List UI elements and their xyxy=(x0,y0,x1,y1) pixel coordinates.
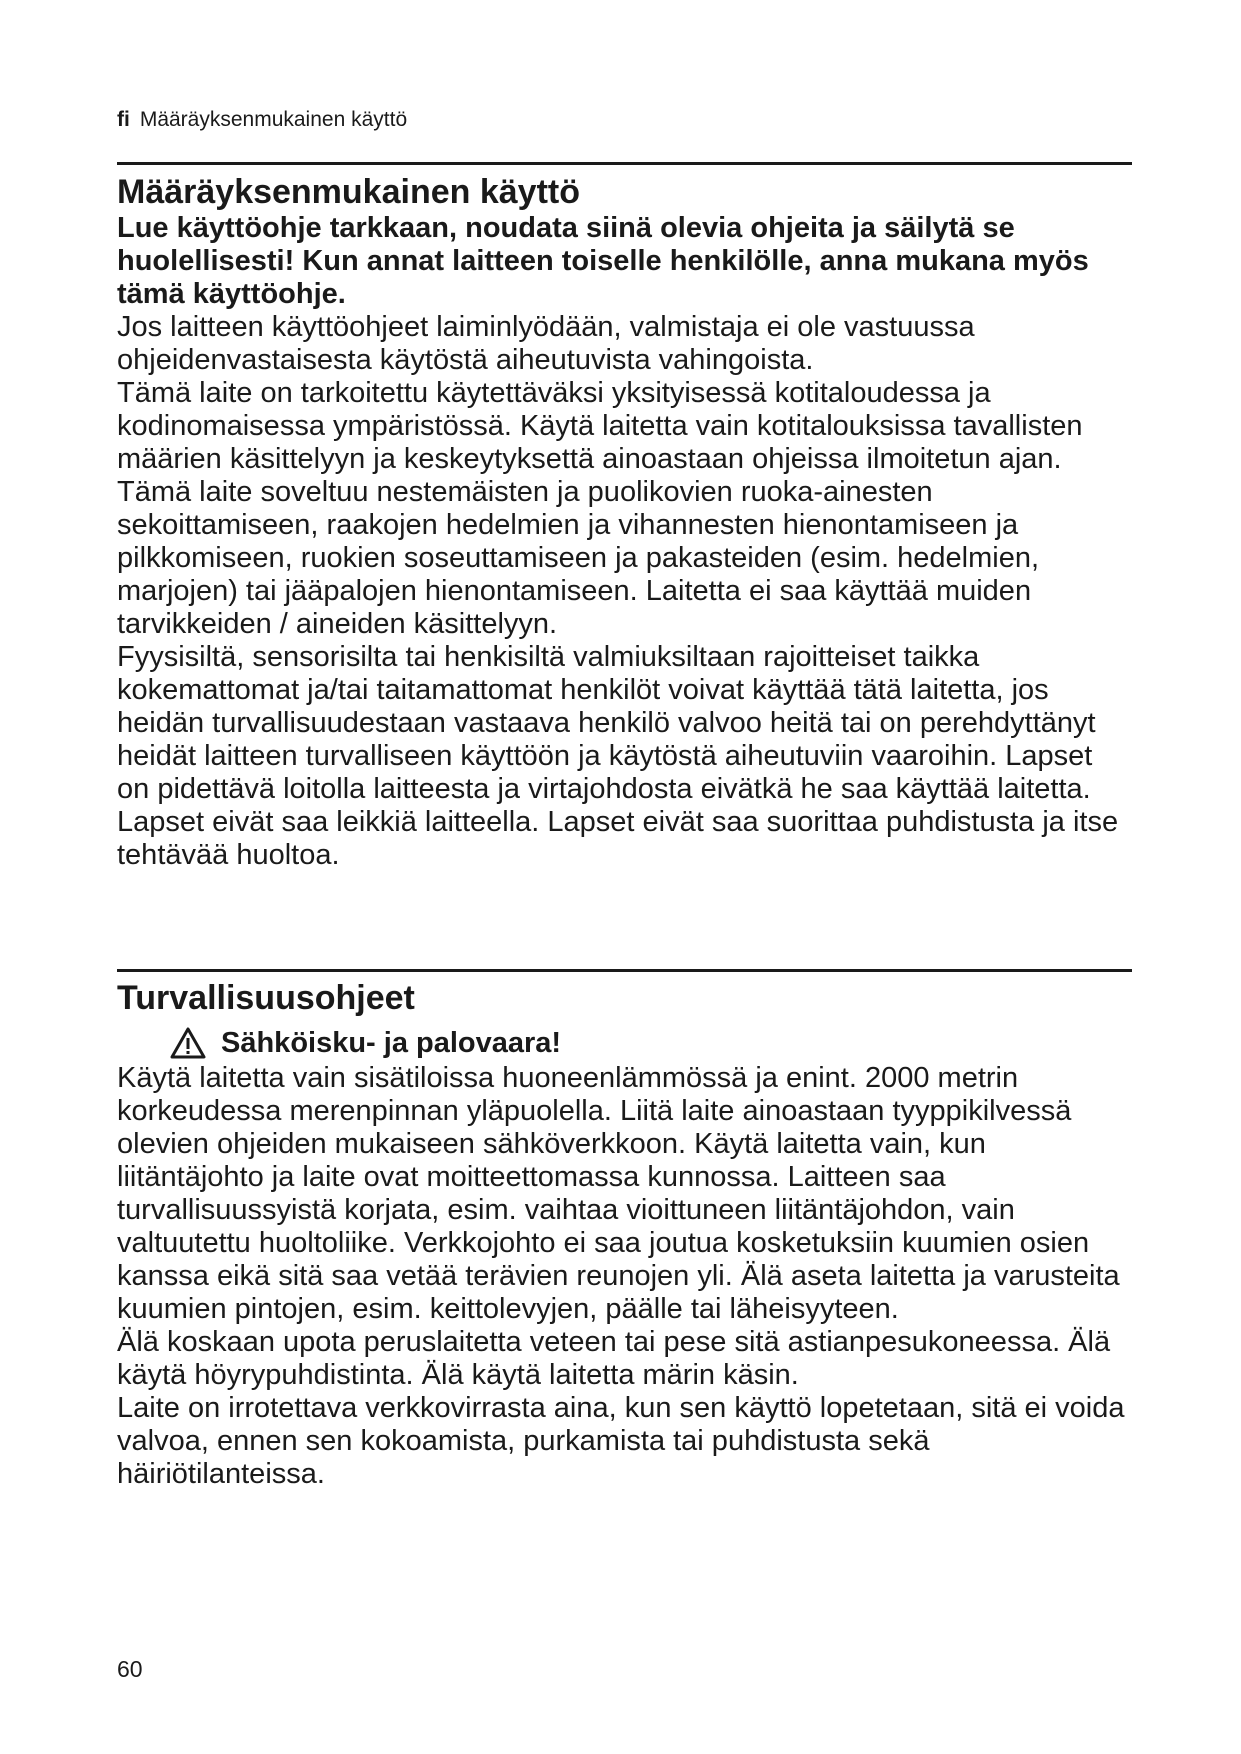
page-number: 60 xyxy=(117,1656,143,1682)
language-code: fi xyxy=(117,108,130,131)
running-header xyxy=(117,107,407,133)
safety-paragraph: Laite on irrotettava verkkovirrasta aina, kun sen käyttö lopetetaan, sitä ei voida valvoa, ennen sen kokoamista, purkamista tai puhdistusta sekä häiriötilanteissa. xyxy=(117,1392,1125,1490)
warning-triangle-icon xyxy=(169,1026,207,1060)
warning-text: Sähköisku- ja palovaara! xyxy=(221,1026,562,1059)
intended-use-section xyxy=(117,172,1132,872)
safety-paragraph: Älä koskaan upota peruslaitetta veteen tai pese sitä astianpesukoneessa. Älä käytä höyrypuhdistinta. Älä käytä laitetta märin käsin. xyxy=(117,1326,1111,1391)
safety-paragraph: Käytä laitetta vain sisätiloissa huoneenlämmössä ja enint. 2000 metrin korkeudessa merenpinnan yläpuolella. Liitä laite ainoastaan tyyppikilvessä olevien ohjeiden mukaiseen sähköverkkoon. Käytä laitetta vain, kun liitäntäjohto ja laite ovat moitteettomassa kunnossa. Laitteen saa turvallisuussyistä korjata, esim. vaihtaa vioittuneen liitäntäjohdon, vain valtuutettu huoltoliike. Verkkojohto ei saa joutua kosketuksiin kuumien osien kanssa eikä sitä saa vetää terävien reunojen yli. Älä aseta laitetta ja varusteita kuumien pintojen, esim. keittolevyjen, päälle tai läheisyyteen. xyxy=(117,1062,1120,1325)
safety-title: Turvallisuusohjeet xyxy=(117,979,415,1017)
warning-heading xyxy=(169,1026,1132,1060)
section-divider-safety xyxy=(117,969,1132,972)
intended-use-paragraph: Fyysisiltä, sensorisilta tai henkisiltä valmiuksiltaan rajoitteiset taikka kokemattomat ja/tai taitamattomat henkilöt voivat käyttää tätä laitetta, jos heidän turvallisuudestaan vastaava henkilö valvoo heitä tai on perehdyttänyt heidät laitteen turvalliseen käyttöön ja käytöstä aiheutuviin vaaroihin. Lapset on pidettävä loitolla laitteesta ja virtajohdosta eivätkä he saa käyttää laitetta. Lapset eivät saa leikkiä laitteella. Lapset eivät saa suorittaa puhdistusta ja itse tehtävää huoltoa. xyxy=(117,641,1119,871)
intended-use-lead: Lue käyttöohje tarkkaan, noudata siinä olevia ohjeita ja säilytä se huolellisesti! Kun annat laitteen toiselle henkilölle, anna mukana myös tämä käyttöohje. xyxy=(117,212,1089,310)
intended-use-paragraph: Tämä laite on tarkoitettu käytettäväksi yksityisessä kotitaloudessa ja kodinomaisessa ympäristössä. Käytä laitetta vain kotitalouksissa tavallisten määrien käsittelyyn ja keskeytyksettä ainoastaan ohjeissa ilmoitetun ajan. xyxy=(117,377,1083,475)
intended-use-paragraph: Jos laitteen käyttöohjeet laiminlyödään, valmistaja ei ole vastuussa ohjeidenvastaisesta käytöstä aiheutuvista vahingoista. xyxy=(117,311,975,376)
safety-section xyxy=(117,978,1132,1491)
intended-use-title: Määräyksenmukainen käyttö xyxy=(117,173,580,211)
running-header-title: Määräyksenmukainen käyttö xyxy=(139,108,408,131)
section-divider-top xyxy=(117,162,1132,165)
intended-use-paragraph: Tämä laite soveltuu nestemäisten ja puolikovien ruoka-ainesten sekoittamiseen, raakojen hedelmien ja vihannesten hienontamiseen ja pilkkomiseen, ruokien soseuttamiseen ja pakasteiden (esim. hedelmien, marjojen) tai jääpalojen hienontamiseen. Laitetta ei saa käyttää muiden tarvikkeiden / aineiden käsittelyyn. xyxy=(117,476,1040,640)
manual-page xyxy=(117,0,1132,1754)
